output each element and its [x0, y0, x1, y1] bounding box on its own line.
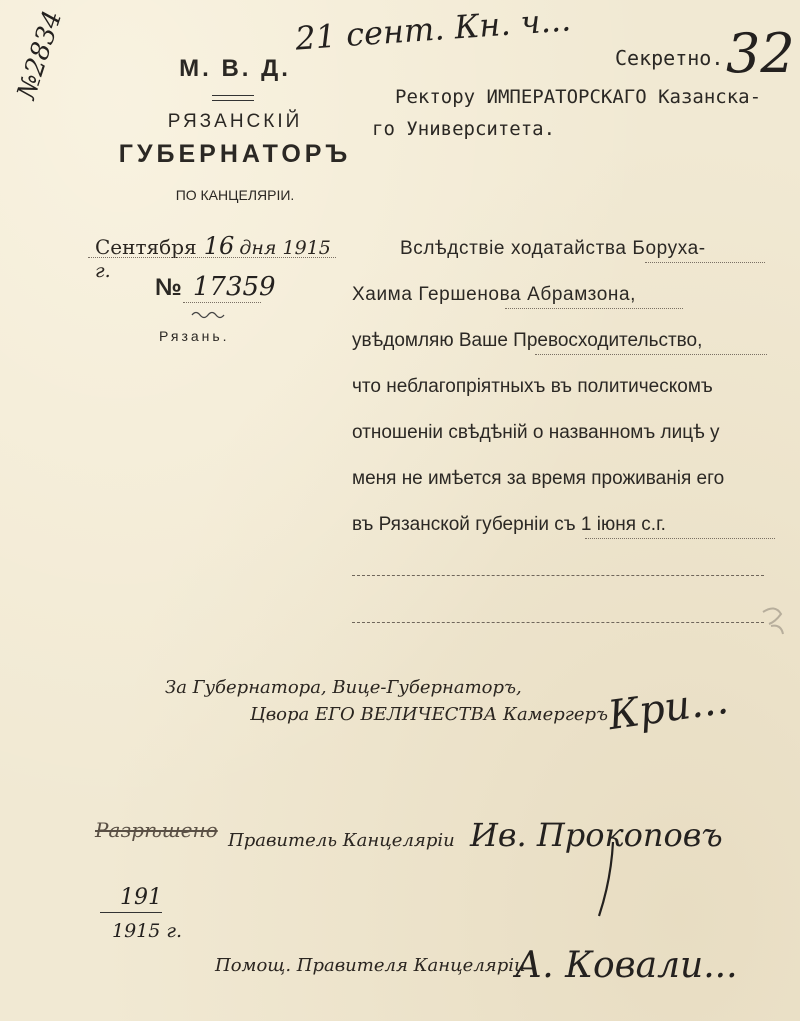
- vice-governor-signature: Кри...: [605, 676, 732, 740]
- body-dotted-3: [535, 354, 767, 355]
- secret-label: Секретно.: [615, 46, 724, 70]
- chief-signature: Ив. Прокоповъ: [470, 816, 723, 854]
- margin-registration-number: №2834: [11, 7, 69, 103]
- body-line-3: увѣдомляю Ваше Превосходительство,: [352, 330, 703, 351]
- date-rest: дня 1915 г.: [95, 237, 331, 282]
- letterhead-ryazan: РЯЗАНСКІЙ: [167, 111, 303, 132]
- body-line-7: въ Рязанской губерніи съ 1 іюня с.г.: [352, 514, 666, 535]
- body-line-6: меня не имѣется за время проживанія его: [352, 468, 725, 489]
- outgoing-number: [155, 272, 305, 302]
- filler-line-1: [352, 575, 764, 576]
- filler-line-2: [352, 622, 764, 623]
- date-day: 16: [203, 232, 235, 260]
- number-value: 17359: [192, 272, 276, 302]
- body-line-2: Хаима Гершенова Абрамзона,: [352, 284, 637, 305]
- side-number-rule: [100, 912, 162, 913]
- letterhead-chancery: ПО КАНЦЕЛЯРІИ.: [175, 187, 295, 203]
- faint-ink-mark: [755, 600, 795, 640]
- assistant-label: Помощ. Правителя Канцеляріи: [215, 955, 526, 976]
- body-dotted-7: [585, 538, 775, 539]
- signature-line-2: Цвора ЕГО ВЕЛИЧЕСТВА Камергеръ: [250, 704, 609, 725]
- body-line-1: Вслѣдствіе ходатайства Боруха-: [400, 238, 706, 259]
- side-number-top: 191: [120, 885, 162, 910]
- date-month: Сентября: [95, 235, 197, 259]
- city-name: Рязань.: [159, 328, 230, 344]
- addressee-line-2: го Университета.: [372, 118, 556, 140]
- number-sign: №: [155, 274, 182, 301]
- body-dotted-1: [645, 262, 765, 263]
- side-number-bottom: 1915 г.: [112, 920, 183, 942]
- ministry-title: М. В. Д.: [179, 55, 291, 82]
- body-line-5: отношеніи свѣдѣній о названномъ лицѣ у: [352, 422, 720, 443]
- addressee-line-1: Ректору ИМПЕРАТОРСКАГО Казанска-: [395, 86, 762, 108]
- secret-number: 32: [726, 22, 795, 85]
- letterhead-governor: ГУБЕРНАТОРЪ: [118, 140, 352, 168]
- wavy-ornament: [190, 310, 230, 320]
- signature-line-1: За Губернатора, Вице-Губернаторъ,: [165, 677, 522, 698]
- double-rule: [212, 95, 254, 101]
- date-dotted-line: [88, 257, 336, 258]
- registry-note: 21 сент. Кн. ч...: [294, 0, 573, 58]
- chief-of-chancery-label: Правитель Канцеляріи: [228, 830, 455, 851]
- resolution-note: Разрѣшено: [95, 818, 218, 842]
- body-dotted-2: [505, 308, 683, 309]
- body-line-4: что неблагопріятныхъ въ политическомъ: [352, 376, 713, 397]
- number-dotted-line: [183, 302, 261, 303]
- signature-tail: [585, 840, 625, 920]
- assistant-signature: А. Ковали...: [515, 945, 738, 986]
